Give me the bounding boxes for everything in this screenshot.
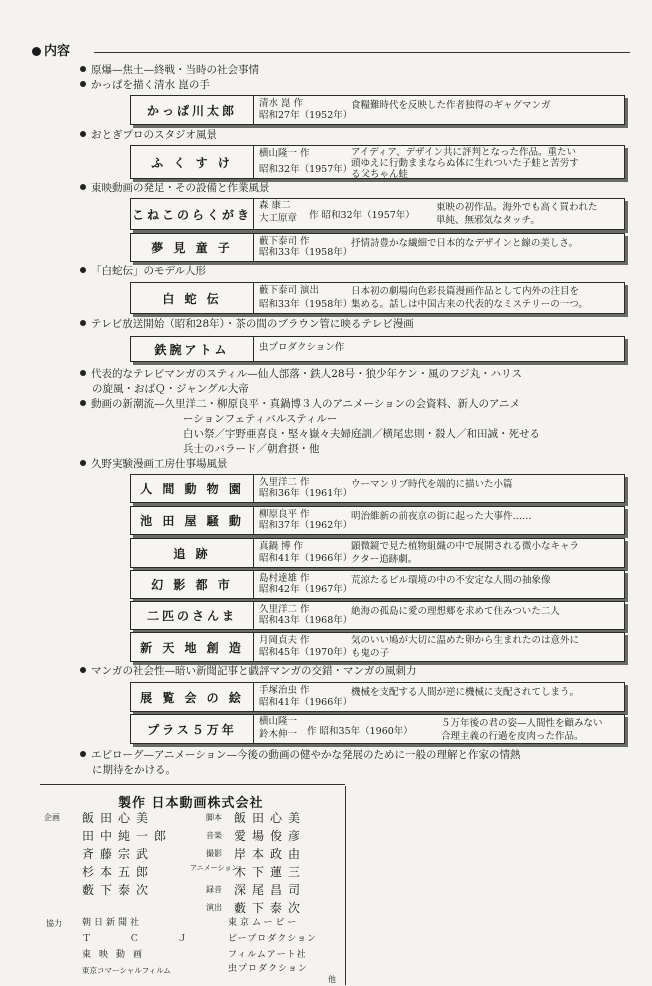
entry-year: 昭和36年（1961年）	[259, 487, 353, 499]
cooperation-item: 東映動画	[82, 950, 151, 960]
planning-name: 飯田心美	[82, 811, 155, 825]
entry-staff: 藪下泰司 演出	[259, 285, 320, 296]
entry-staff: 森 康二	[259, 200, 291, 211]
planning-name: 杉本五郎	[82, 865, 155, 879]
role-label: 脚本	[206, 813, 222, 822]
credits-rule	[40, 784, 345, 785]
entry-title: 追 跡	[131, 539, 254, 567]
entry-box	[130, 336, 625, 362]
entry-staff: 鈴木伸一	[259, 729, 298, 740]
entry-description: 顕微鏡で見た植物組織の中で展開される微小なキャラ クター追跡劇。	[351, 541, 580, 565]
section-item-continued: の旋風・おばＱ・ジャングル大帝	[92, 383, 249, 395]
entry-title: かっぱ川太郎	[131, 96, 254, 124]
cooperation-item: フィルムアート社	[228, 950, 307, 960]
bullet-icon	[80, 131, 86, 137]
entry-staff: 横山隆一	[259, 716, 298, 727]
role-label: 録音	[206, 885, 222, 894]
entry-year: 昭和41年（1966年）	[259, 696, 353, 708]
entry-title: 池 田 屋 騒 動	[131, 507, 254, 534]
entry-title: 二匹のさんま	[131, 602, 254, 629]
section-item: テレビ放送開始（昭和28年）・茶の間のブラウン管に映るテレビ漫画	[80, 317, 414, 332]
section-item-continued: 白い祭／宇野亜喜良・堅々嶽々夫婦庭訓／横尾忠則・殺人／和田誠・死せる	[183, 428, 540, 440]
section-item: 原爆—焦土—終戦・当時の社会事情	[80, 63, 259, 78]
credits-divider	[345, 786, 346, 985]
bullet-icon	[80, 460, 86, 466]
cooperation-item: ピープロダクション	[228, 934, 318, 944]
bullet-icon	[80, 751, 86, 757]
role-name: 藪下泰次	[234, 901, 307, 915]
entry-box	[130, 601, 625, 630]
bullet-icon	[80, 267, 86, 273]
entry-box	[130, 145, 625, 179]
entry-box	[130, 570, 625, 599]
section-item-continued: 兵士のバラード／朝倉摂・他	[183, 443, 320, 455]
section-item: かっぱを描く清水 崑の手	[80, 78, 210, 93]
role-name: 飯田心美	[234, 811, 307, 825]
entry-staff: 久里洋二 作	[259, 477, 310, 488]
entry-box	[130, 682, 625, 712]
planning-name: 藪下泰次	[82, 883, 155, 897]
entry-title: ふ く す け	[131, 146, 254, 178]
entry-title: 幻 影 都 市	[131, 571, 254, 598]
entry-box	[130, 282, 625, 314]
cooperation-item: 朝日新聞社	[82, 918, 143, 928]
cooperation-item: 東京コマーシャルフィルム	[82, 966, 171, 975]
entry-description: 機械を支配する人間が逆に機械に支配されてしまう。	[351, 687, 580, 698]
role-label: 撮影	[206, 849, 222, 858]
section-item: 「白蛇伝」のモデル人形	[80, 264, 206, 279]
section-item: おとぎプロのスタジオ風景	[80, 128, 217, 143]
entry-year: 昭和27年（1952年）	[259, 109, 353, 121]
entry-year: 昭和33年（1958年）	[259, 298, 353, 310]
entry-staff: 久里洋二 作	[259, 604, 310, 615]
planning-label: 企画	[44, 813, 60, 822]
planning-name: 田中純一郎	[82, 829, 173, 843]
entry-box	[130, 632, 625, 662]
entry-staff: 月岡貞夫 作	[259, 635, 310, 646]
bullet-icon	[80, 81, 86, 87]
entry-box	[130, 95, 625, 125]
entry-role: 作	[307, 726, 317, 737]
section-item: エピローグ—アニメーション—今後の動画の健やかな発展のために一般の理解と作家の情熱	[80, 748, 521, 763]
entry-title: 白 蛇 伝	[131, 283, 254, 313]
entry-year: 昭和32年（1957年）	[321, 210, 415, 221]
entry-title: 新 天 地 創 造	[131, 633, 254, 661]
entry-staff: 藪下泰司 作	[259, 236, 310, 247]
entry-description: 気のいい鳩が大切に温めた卵から生まれたのは意外に も鬼の子	[351, 635, 580, 659]
entry-description: 荒涼たるビル環境の中の不安定な人間の抽象像	[351, 575, 551, 586]
cooperation-label: 協力	[46, 919, 62, 928]
bullet-icon	[80, 667, 86, 673]
section-item: 代表的なテレビマンガのスティル—仙人部落・鉄人28号・狼少年ケン・風のフジ丸・ハリス	[80, 367, 522, 382]
role-label: アニメーション	[190, 864, 239, 872]
entry-year: 昭和32年（1957年）	[259, 163, 353, 175]
entry-box	[130, 538, 625, 568]
entry-staff: 虫プロダクション作	[259, 342, 345, 353]
entry-description: ウーマンリブ時代を端的に描いた小篇	[351, 479, 513, 490]
entry-year: 昭和37年（1962年）	[259, 519, 353, 531]
bullet-icon	[80, 66, 86, 72]
entry-title: 鉄腕アトム	[131, 337, 254, 361]
role-name: 愛場俊彦	[234, 829, 307, 843]
planning-name: 斉藤宗武	[82, 847, 155, 861]
entry-year: 昭和35年（1960年）	[319, 726, 413, 737]
entry-title: 展 覧 会 の 絵	[131, 683, 254, 711]
entry-staff: 横山隆一 作	[259, 148, 310, 159]
section-item-continued: ーションフェティバルスティルー	[183, 413, 338, 425]
cooperation-item: 虫プロダクション	[228, 964, 308, 974]
entry-box	[130, 506, 625, 535]
cooperation-item: 他	[328, 975, 339, 984]
contents-title: 内容	[44, 44, 71, 59]
bullet-icon	[80, 320, 86, 326]
entry-description: 食糧難時代を反映した作者独得のギャグマンガ	[351, 100, 551, 111]
bullet-icon	[80, 184, 86, 190]
entry-title: プラス５万年	[131, 715, 254, 743]
entry-staff: 島村達雄 作	[259, 573, 310, 584]
bullet-icon	[80, 370, 86, 376]
entry-staff: 大工原章	[259, 213, 298, 224]
section-item: マンガの社会性—暗い新聞記事と戯評マンガの交錯・マンガの風刺力	[80, 664, 417, 679]
entry-description: 明治維新の前夜京の街に起った大事件……	[351, 511, 532, 522]
entry-box	[130, 233, 625, 262]
section-item: 東映動画の発足・その設備と作業風景	[80, 181, 270, 196]
cooperation-item: Ｔ Ｃ Ｊ	[82, 934, 205, 944]
entry-title: 人 間 動 物 園	[131, 475, 254, 502]
entry-description: 抒情詩豊かな繊細で日本的なデザインと線の美しさ。	[351, 238, 578, 249]
entry-year: 昭和45年（1970年）	[259, 646, 353, 658]
entry-staff: 柳原良平 作	[259, 509, 310, 520]
role-name: 深尾昌司	[234, 883, 307, 897]
production-company: 製作 日本動画株式会社	[118, 796, 264, 811]
bullet-icon	[32, 47, 41, 56]
cooperation-item: 東京ムービー	[228, 918, 300, 928]
entry-staff: 清水 崑 作	[259, 98, 304, 109]
entry-title: こねこのらくがき	[131, 199, 254, 229]
role-name: 木下蓮三	[234, 865, 307, 879]
entry-year: 昭和41年（1966年）	[259, 552, 353, 564]
entry-role: 作	[309, 210, 319, 221]
entry-description: ５万年後の君の姿—人間性を顧みない 合理主義の行過を皮肉った作品。	[441, 718, 603, 742]
role-label: 演出	[206, 903, 222, 912]
entry-staff: 真鍋 博 作	[259, 541, 304, 552]
entry-year: 昭和42年（1967年）	[259, 583, 353, 595]
entry-year: 昭和33年（1958年）	[259, 246, 353, 258]
role-name: 岸本政由	[234, 847, 307, 861]
entry-description: 日本初の劇場向色彩長篇漫画作品として内外の注目を 集める。話しは中国古来の代表的なミステリーの一つ。	[351, 286, 588, 310]
entry-staff: 手塚治虫 作	[259, 685, 310, 696]
entry-box	[130, 714, 625, 744]
entry-box	[130, 474, 625, 503]
section-item: 久野実験漫画工房仕事場風景	[80, 457, 228, 472]
role-label: 音楽	[206, 831, 222, 840]
entry-description: 東映の初作品。海外でも高く買われた 単純、無邪気なタッチ。	[436, 202, 598, 226]
entry-description: アイディア、デザイン共に評判となった作品。重たい 頭ゆえに行動ままならぬ体に生れついた子蛙と苦労す る父ちゃん蛙	[351, 147, 579, 180]
contents-header	[32, 44, 630, 60]
entry-title: 夢 見 童 子	[131, 234, 254, 261]
entry-year: 昭和43年（1968年）	[259, 614, 353, 626]
header-rule	[94, 52, 630, 53]
section-item-continued: に期待をかける。	[92, 764, 176, 776]
bullet-icon	[80, 400, 86, 406]
entry-description: 絶海の孤島に愛の理想郷を求めて住みついた二人	[351, 606, 560, 617]
entry-box	[130, 198, 625, 230]
section-item: 動画の新潮流—久里洋二・柳原良平・真鍋博３人のアニメーションの会資料、新人のアニメ	[80, 397, 520, 412]
